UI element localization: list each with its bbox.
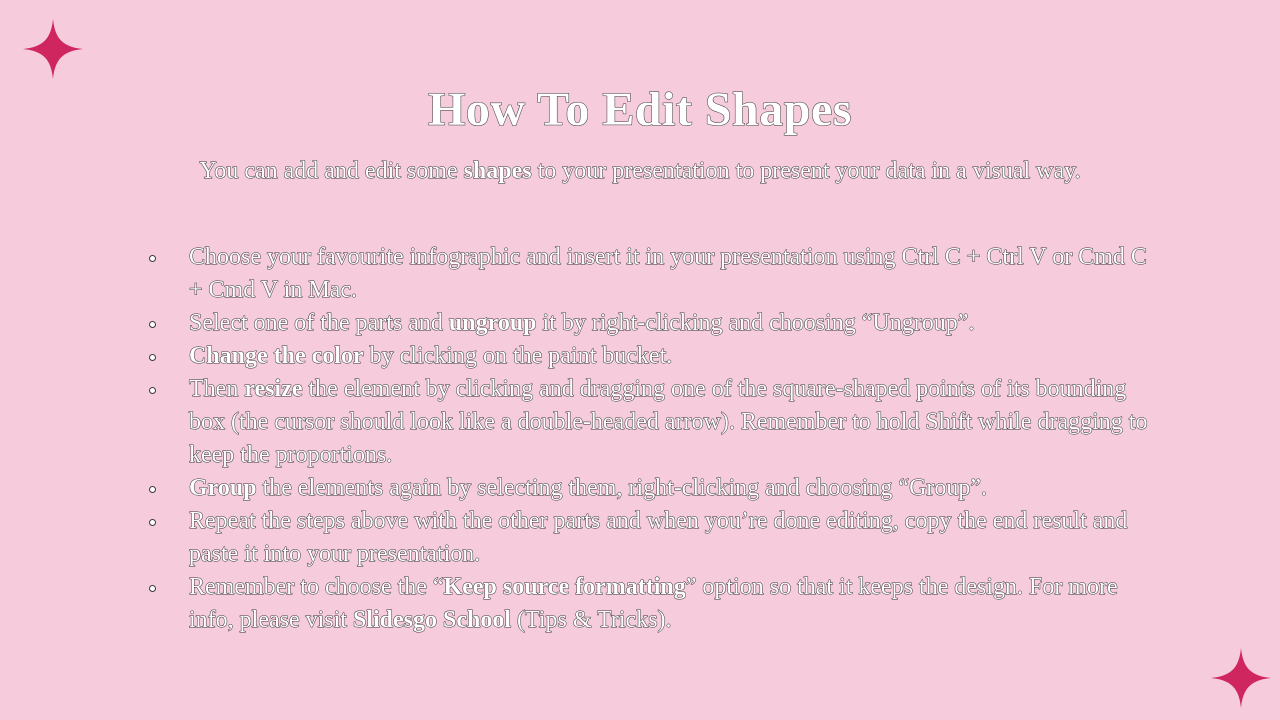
step-emphasis: Group	[189, 475, 257, 501]
step-text: Then	[189, 376, 245, 402]
step-text: Repeat the steps above with the other parts and when you’re done editing, copy the end result and paste it into your presentation.	[189, 508, 1128, 567]
bullet-icon	[149, 387, 156, 394]
step-emphasis: Keep source formatting	[443, 574, 686, 600]
step-text: Choose your favourite infographic and insert it in your presentation using Ctrl C + Ctrl V or Cmd C + Cmd V in Mac.	[189, 244, 1147, 303]
subtitle-text-after: to your presentation to present your data in a visual way.	[531, 158, 1081, 184]
bullet-icon	[149, 255, 156, 262]
list-item	[189, 571, 1149, 637]
step-text: the element by clicking and dragging one of the square-shaped points of its bounding box (the cursor should look like a double-headed arrow). Remember to hold Shift while dragging to keep the proportions.	[189, 376, 1148, 468]
step-text: it by right-clicking and choosing “Ungroup”.	[536, 310, 975, 336]
bullet-icon	[149, 585, 156, 592]
steps-list	[189, 241, 1149, 637]
list-item	[189, 505, 1149, 571]
sparkle-icon	[23, 19, 83, 79]
step-text: by clicking on the paint bucket.	[363, 343, 673, 369]
subtitle-text-before: You can add and edit some	[199, 158, 464, 184]
list-item	[189, 307, 1149, 340]
bullet-icon	[149, 519, 156, 526]
list-item	[189, 373, 1149, 472]
subtitle-emphasis: shapes	[463, 158, 532, 184]
step-emphasis: ungroup	[448, 310, 537, 336]
step-text: Remember to choose the “	[189, 574, 444, 600]
list-item	[189, 340, 1149, 373]
step-text: ” option so that it keeps the design. For more info, please visit	[189, 574, 1118, 633]
step-text: the elements again by selecting them, right-clicking and choosing “Group”.	[256, 475, 988, 501]
slide-title: How To Edit Shapes	[428, 83, 852, 136]
step-emphasis: resize	[244, 376, 303, 402]
slide-subtitle	[0, 158, 1280, 185]
slidesgo-school-link[interactable]: Slidesgo School	[352, 607, 512, 633]
step-text: Select one of the parts and	[189, 310, 449, 336]
bullet-icon	[149, 321, 156, 328]
list-item	[189, 472, 1149, 505]
sparkle-icon	[1211, 648, 1271, 708]
list-item	[189, 241, 1149, 307]
step-text: (Tips & Tricks).	[511, 607, 672, 633]
bullet-icon	[149, 354, 156, 361]
bullet-icon	[149, 486, 156, 493]
step-emphasis: Change the color	[189, 343, 364, 369]
